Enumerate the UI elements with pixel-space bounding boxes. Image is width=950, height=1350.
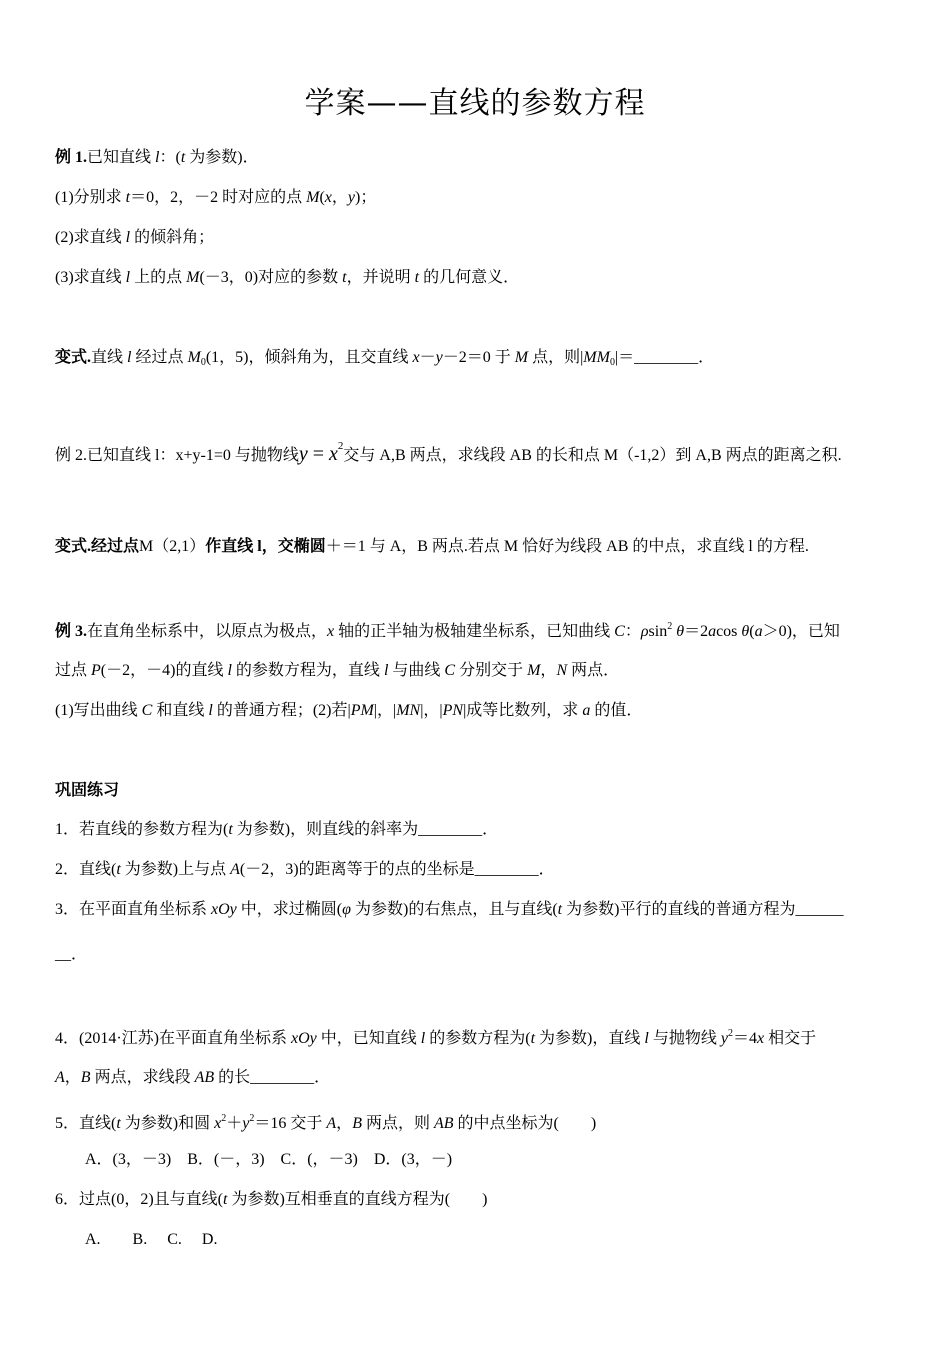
example-3-statement: 例 3.在直角坐标系中，以原点为极点，x 轴的正半轴为极轴建坐标系，已知曲线 C：ρsin$^2$ θ＝2acos θ(a＞0)，已知 bbox=[55, 621, 840, 640]
practice-item-4: 4．(2014·江苏)在平面直角坐标系 xOy 中，已知直线 l 的参数方程为(t 为参数)，直线 l 与抛物线 $y^2=4x$ 相交于 bbox=[55, 1028, 817, 1047]
practice-item-2: 2．直线(t 为参数)上与点 A(－2，3)的距离等于的点的坐标是________． bbox=[55, 861, 555, 878]
practice-item-3-continued: __． bbox=[55, 946, 88, 963]
practice-item-6: 6．过点(0，2)且与直线(t 为参数)互相垂直的直线方程为( ) bbox=[55, 1191, 488, 1208]
example-3-label: 例 3. bbox=[55, 623, 88, 640]
practice-item-6-options: A. B. C. D. bbox=[85, 1231, 218, 1248]
practice-heading: 巩固练习 bbox=[55, 782, 120, 799]
practice-item-4-continued: A，B 两点，求线段 AB 的长________． bbox=[55, 1069, 331, 1086]
example-2-label: 例 2. bbox=[55, 447, 88, 464]
example-1-statement: 例 1.已知直线 l：(t 为参数)． bbox=[55, 149, 259, 166]
practice-item-5: 5．直线(t 为参数)和圆 $x^2+y^2=16$ 交于 A，B 两点，则 AB 的中点坐标为( ) bbox=[55, 1113, 597, 1132]
example-1-question-3: (3)求直线 l 上的点 M(－3，0)对应的参数 t，并说明 t 的几何意义． bbox=[55, 269, 520, 286]
variant-2-statement: 变式.经过点M（2,1）作直线 l，交椭圆＋＝1 与 A，B 两点.若点 M 恰好为线段 AB 的中点，求直线 l 的方程. bbox=[55, 538, 809, 555]
variant-1-label: 变式. bbox=[55, 349, 92, 366]
example-3-questions: (1)写出曲线 C 和直线 l 的普通方程；(2)若|PM|，|MN|，|PN|成等比数列，求 a 的值． bbox=[55, 702, 643, 719]
variant-1-statement: 变式.直线 l 经过点 $M_0(1$，5)，倾斜角为，且交直线 x－y－2＝0 于 M 点，则$|MM_0|=\_\_\_\_\_\_\_\_$． bbox=[55, 349, 715, 368]
practice-item-5-options: A．(3，－3) B．(－，3) C．(，－3) D．(3，－) bbox=[85, 1151, 453, 1168]
practice-item-3: 3．在平面直角坐标系 xOy 中，求过椭圆(φ 为参数)的右焦点，且与直线(t 为参数)平行的直线的普通方程为______ bbox=[55, 901, 844, 918]
parabola-formula: $y = x^2$ bbox=[298, 440, 344, 465]
variant-2-label: 变式.经过点 bbox=[55, 538, 140, 555]
example-1-question-1: (1)分别求 t＝0，2，－2 时对应的点 M(x，y)； bbox=[55, 189, 377, 206]
practice-item-1: 1．若直线的参数方程为(t 为参数)，则直线的斜率为________． bbox=[55, 821, 499, 838]
example-3-line-2: 过点 P(－2，－4)的直线 l 的参数方程为，直线 l 与曲线 C 分别交于 M，N 两点． bbox=[55, 662, 620, 679]
example-2-statement: 例 2.已知直线 l：x+y-1=0 与抛物线$y = x^2$交与 A,B 两点，求线段 AB 的长和点 M（-1,2）到 A,B 两点的距离之积. bbox=[55, 440, 842, 465]
page-title: 学案——直线的参数方程 bbox=[304, 86, 646, 121]
example-1-label: 例 1. bbox=[55, 149, 88, 166]
example-1-question-2: (2)求直线 l 的倾斜角； bbox=[55, 229, 215, 246]
